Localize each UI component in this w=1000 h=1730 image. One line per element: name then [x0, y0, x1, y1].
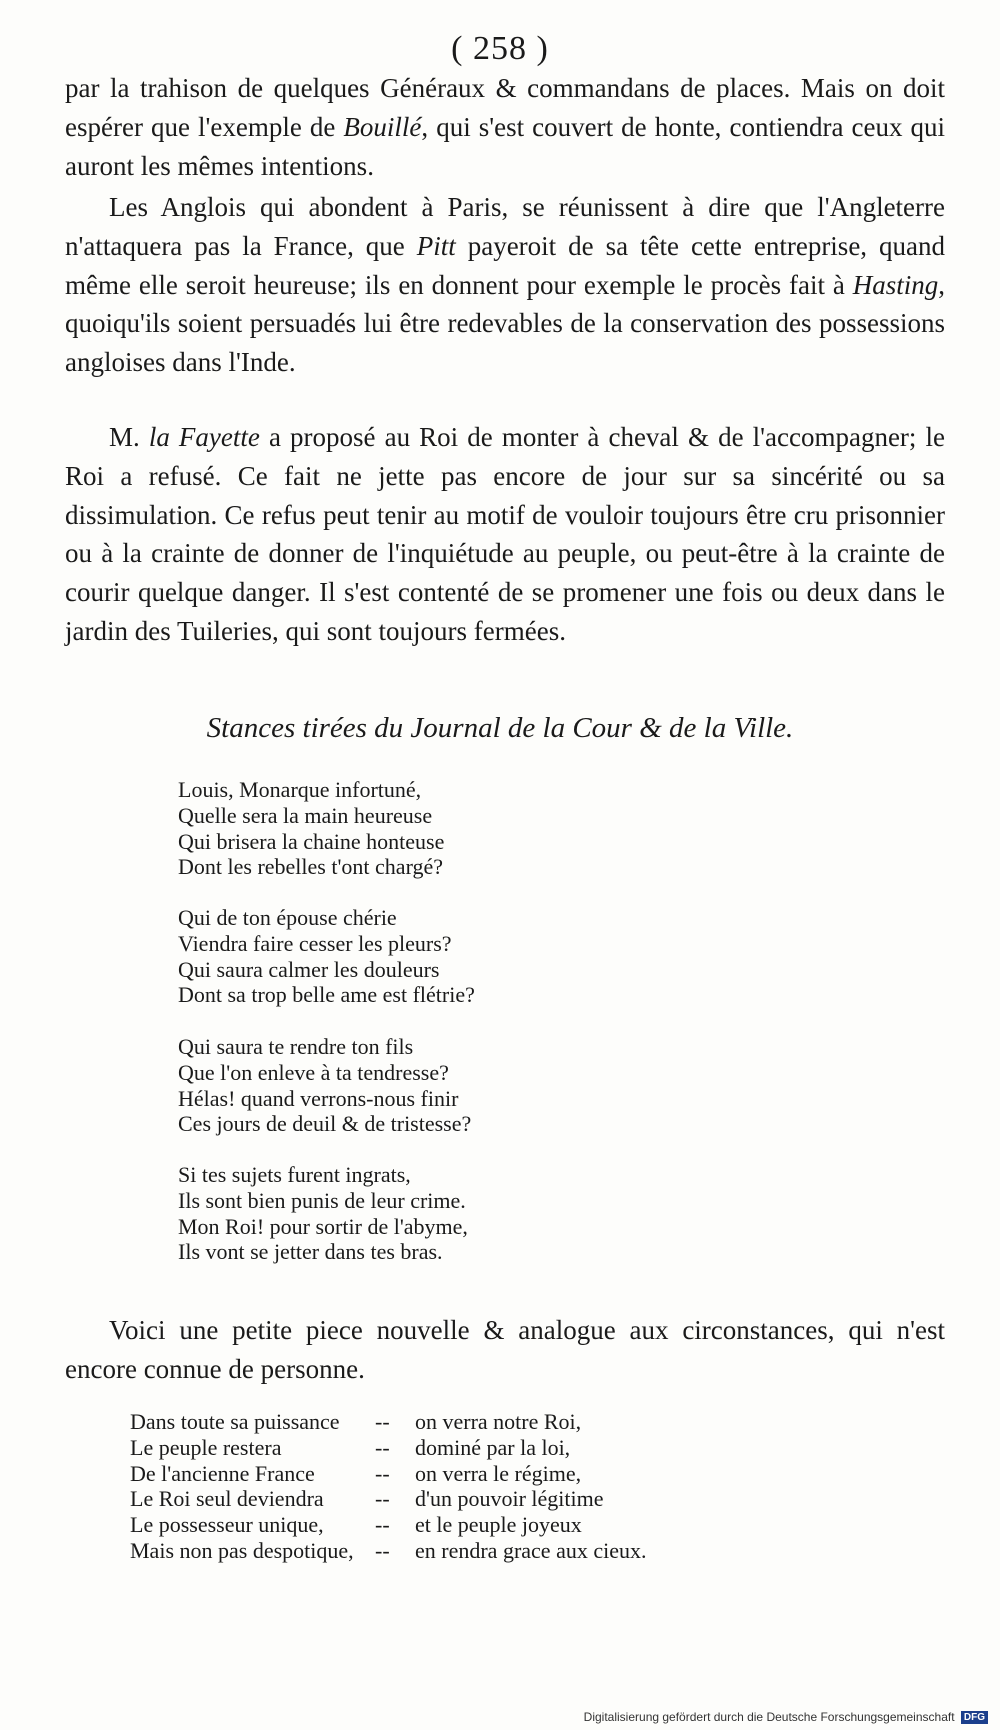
verse-line: Viendra faire cesser les pleurs?	[178, 930, 452, 956]
verse-line: Qui brisera la chaine honteuse	[178, 828, 445, 854]
piece-right: on verra notre Roi,	[415, 1409, 582, 1434]
stanza-3	[178, 1034, 471, 1137]
verse-line: Ils vont se jetter dans tes bras.	[178, 1239, 443, 1265]
verse-line: Dont sa trop belle ame est flétrie?	[178, 982, 475, 1008]
text-run: Voici une petite piece nouvelle & analogue aux circonstances, qui n'est encore connue de personne.	[65, 1315, 945, 1384]
piece-line	[130, 1486, 646, 1512]
verse-line: Mon Roi! pour sortir de l'abyme,	[178, 1213, 468, 1239]
stanza-1	[178, 777, 444, 880]
italic-name: Pitt	[416, 230, 456, 261]
piece-line	[130, 1435, 646, 1461]
piece-left: Dans toute sa puissance	[130, 1409, 340, 1434]
verse-line: Si tes sujets furent ingrats,	[178, 1162, 411, 1187]
piece-line	[130, 1461, 646, 1487]
piece-dash: --	[375, 1434, 390, 1460]
page-number: ( 258 )	[451, 30, 549, 67]
stanza-2	[178, 905, 475, 1008]
piece-right: en rendra grace aux cieux.	[415, 1537, 647, 1563]
verse-line: Hélas! quand verrons-nous finir	[178, 1085, 459, 1111]
verse-piece	[130, 1409, 646, 1564]
stances-heading: Stances tirées du Journal de la Cour & de la Ville.	[206, 712, 794, 744]
text-run: , qui s'est couvert de honte, contiendra ceux qui auront les mêmes intentions.	[65, 111, 945, 181]
italic-name: Bouillé	[343, 111, 422, 142]
text-run: payeroit de sa tête cette entreprise, quand même elle seroit heureuse; ils en donnent pour exemple le procès fait à	[65, 230, 945, 300]
piece-dash: --	[375, 1537, 390, 1563]
piece-line	[130, 1538, 646, 1564]
text-run: par la trahison de quelques Généraux & commandans de places. Mais on doit espérer que l'exemple de	[65, 73, 945, 142]
footer-text: Digitalisierung gefördert durch die Deutsche Forschungsgemeinschaft	[583, 1709, 955, 1724]
piece-dash: --	[375, 1512, 390, 1538]
text-run: M.	[109, 422, 149, 452]
paragraph-body	[65, 418, 945, 651]
piece-left: Le possesseur unique,	[130, 1512, 324, 1538]
piece-right: d'un pouvoir légitime	[415, 1486, 604, 1512]
verse-line: Que l'on enleve à ta tendresse?	[178, 1059, 449, 1085]
piece-line	[130, 1512, 646, 1538]
piece-left: Mais non pas despotique,	[130, 1537, 354, 1563]
text-run: a proposé au Roi de monter à cheval & de l'accompagner; le Roi a refusé. Ce fait ne jette pas encore de jour sur sa sincérité ou sa dissimulation. Ce refus peut tenir au motif de vouloir toujours être cru prisonnier ou à la crainte de donner de l'inquiétude au peuple, ou peut-être à la crainte de courir quelque danger. Il s'est contenté de se promener une fois ou deux dans le jardin des Tuileries, qui sont toujours fermées.	[65, 422, 945, 646]
verse-line: Qui de ton épouse chérie	[178, 905, 397, 930]
paragraph-1	[65, 69, 945, 185]
paragraph-body	[65, 1311, 945, 1389]
italic-name: Hasting	[852, 269, 939, 300]
italic-name: la Fayette	[148, 422, 260, 452]
piece-right: dominé par la loi,	[415, 1434, 571, 1460]
paragraph-2	[65, 188, 945, 382]
paragraph-body	[65, 188, 945, 382]
piece-left: Le peuple restera	[130, 1434, 282, 1460]
verse-line: Dont les rebelles t'ont chargé?	[178, 854, 444, 880]
paragraph-4	[65, 1311, 945, 1389]
piece-line	[130, 1409, 646, 1435]
text-run: , quoiqu'ils soient persuadés lui être redevables de la conservation des possessions angloises dans l'Inde.	[65, 269, 945, 378]
text-run: Les Anglois qui abondent à Paris, se réunissent à dire que l'Angleterre n'attaquera pas la France, que	[65, 192, 945, 261]
stanza-4	[178, 1162, 468, 1265]
verse-line: Qui saura calmer les douleurs	[178, 956, 440, 982]
piece-dash: --	[375, 1460, 390, 1486]
digitization-footer	[584, 1710, 988, 1724]
paragraph-body	[65, 69, 945, 185]
piece-right: on verra le régime,	[415, 1460, 582, 1486]
verse-line: Ils sont bien punis de leur crime.	[178, 1187, 466, 1213]
piece-left: Le Roi seul deviendra	[130, 1486, 324, 1512]
piece-left: De l'ancienne France	[130, 1460, 315, 1486]
paragraph-3	[65, 418, 945, 651]
dfg-logo: DFG	[961, 1711, 988, 1724]
verse-line: Ces jours de deuil & de tristesse?	[178, 1111, 472, 1137]
verse-line: Quelle sera la main heureuse	[178, 802, 433, 828]
piece-dash: --	[375, 1409, 390, 1434]
piece-right: et le peuple joyeux	[415, 1512, 582, 1538]
verse-line: Louis, Monarque infortuné,	[178, 777, 422, 802]
piece-dash: --	[375, 1486, 390, 1512]
verse-line: Qui saura te rendre ton fils	[178, 1034, 414, 1059]
